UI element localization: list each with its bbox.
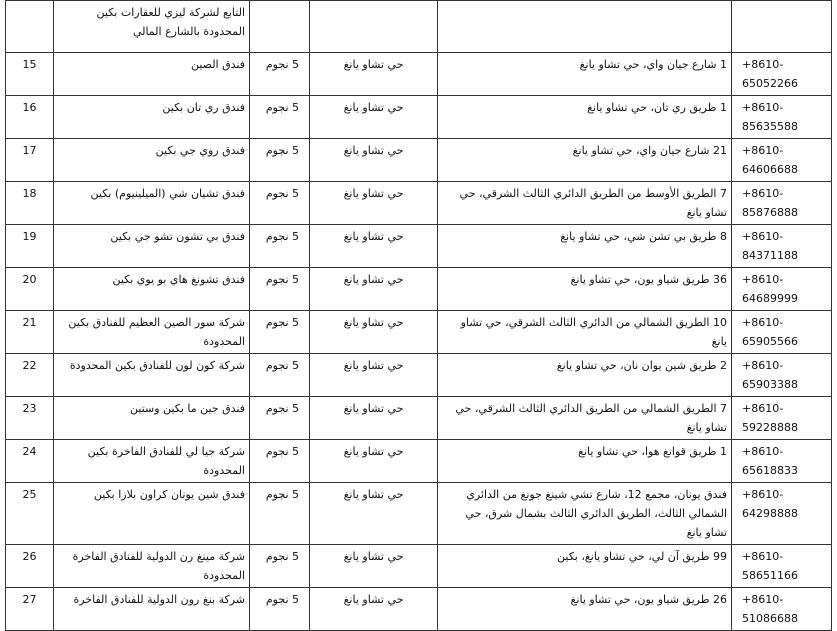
row-number-cell: 23	[6, 397, 54, 440]
address-cell: 26 طريق شياو يون، حي تشاو يانغ	[438, 588, 732, 631]
address-cell: 10 الطريق الشمالي من الدائري الثالث الشرقي، حي تشاو يانغ	[438, 311, 732, 354]
phone-cell: +8610-65618833	[732, 440, 832, 483]
row-number-cell: 22	[6, 354, 54, 397]
row-number-cell: 24	[6, 440, 54, 483]
table-row	[6, 268, 832, 311]
address-cell	[438, 1, 732, 53]
row-number-cell: 16	[6, 96, 54, 139]
table-row	[6, 588, 832, 631]
address-cell: 8 طريق بي تشن شي، حي تشاو يانغ	[438, 225, 732, 268]
hotel-name-cell: فندق ري تان بكين	[54, 96, 250, 139]
table-row	[6, 311, 832, 354]
address-cell: 1 طريق قوانغ هوا، حي تشاو يانغ	[438, 440, 732, 483]
address-cell: فندق يونان، مجمع 12، شارع تشي شينغ جونغ من الدائري الشمالي الثالث، الطريق الدائري الثالث بشمال شرق، حي تشاو يانغ	[438, 483, 732, 545]
phone-cell: +8610-64298888	[732, 483, 832, 545]
area-cell: حي تشاو يانغ	[310, 268, 438, 311]
address-cell: 21 شارع جيان واي، حي تشاو يانغ	[438, 139, 732, 182]
table-row-continued	[6, 1, 832, 53]
address-cell: 99 طريق آن لي، حي تشاو يانغ، بكين	[438, 545, 732, 588]
table-row	[6, 354, 832, 397]
address-cell: 1 طريق ري تان، حي تشاو يانغ	[438, 96, 732, 139]
address-cell: 1 شارع جيان واي، حي تشاو يانغ	[438, 53, 732, 96]
hotel-name-cell: فندق تشونغ هاي بو يوي بكين	[54, 268, 250, 311]
hotel-name-cell: فندق جين ما بكين وستين	[54, 397, 250, 440]
phone-cell: +8610-85635588	[732, 96, 832, 139]
hotel-name-cell: شركة سور الصين العظيم للفنادق بكين المحدودة	[54, 311, 250, 354]
area-cell: حي تشاو يانغ	[310, 53, 438, 96]
table-row	[6, 53, 832, 96]
hotel-name-cell: فندق تشيان شي (الميلينيوم) بكين	[54, 182, 250, 225]
area-cell: حي تشاو يانغ	[310, 139, 438, 182]
hotel-table-sheet	[5, 0, 831, 631]
hotel-name-cell: فندق بي تشون تشو جي بكين	[54, 225, 250, 268]
row-number-cell: 20	[6, 268, 54, 311]
row-number-cell: 18	[6, 182, 54, 225]
phone-cell	[732, 1, 832, 53]
hotel-name-cell: شركة مينغ رن الدولية للفنادق الفاخرة المحدودة	[54, 545, 250, 588]
stars-cell: 5 نجوم	[250, 354, 310, 397]
phone-cell: +8610-65903388	[732, 354, 832, 397]
row-number-cell: 25	[6, 483, 54, 545]
stars-cell: 5 نجوم	[250, 440, 310, 483]
stars-cell	[250, 1, 310, 53]
address-cell: 7 الطريق الشمالي من الطريق الدائري الثالث الشرقي، حي تشاو يانغ	[438, 397, 732, 440]
table-row	[6, 96, 832, 139]
table-row	[6, 225, 832, 268]
address-cell: 2 طريق شين يوان نان، حي تشاو يانغ	[438, 354, 732, 397]
area-cell	[310, 1, 438, 53]
area-cell: حي تشاو يانغ	[310, 440, 438, 483]
table-row	[6, 182, 832, 225]
area-cell: حي تشاو يانغ	[310, 545, 438, 588]
table-row	[6, 483, 832, 545]
area-cell: حي تشاو يانغ	[310, 182, 438, 225]
hotel-name-cell: شركة جيا لي للفنادق الفاخرة بكين المحدودة	[54, 440, 250, 483]
area-cell: حي تشاو يانغ	[310, 311, 438, 354]
table-row	[6, 545, 832, 588]
area-cell: حي تشاو يانغ	[310, 354, 438, 397]
phone-cell: +8610-64689999	[732, 268, 832, 311]
stars-cell: 5 نجوم	[250, 545, 310, 588]
stars-cell: 5 نجوم	[250, 588, 310, 631]
row-number-cell	[6, 1, 54, 53]
phone-cell: +8610-65905566	[732, 311, 832, 354]
address-cell: 36 طريق شياو يون، حي تشاو يانغ	[438, 268, 732, 311]
stars-cell: 5 نجوم	[250, 139, 310, 182]
hotel-name-cell: شركة بنغ رون الدولية للفنادق الفاخرة	[54, 588, 250, 631]
table-row	[6, 440, 832, 483]
phone-cell: +8610-84371188	[732, 225, 832, 268]
stars-cell: 5 نجوم	[250, 182, 310, 225]
stars-cell: 5 نجوم	[250, 483, 310, 545]
stars-cell: 5 نجوم	[250, 53, 310, 96]
hotel-name-cell: فندق روي جي بكين	[54, 139, 250, 182]
row-number-cell: 17	[6, 139, 54, 182]
phone-cell: +8610-85876888	[732, 182, 832, 225]
hotel-table	[5, 0, 832, 631]
stars-cell: 5 نجوم	[250, 225, 310, 268]
hotel-name-cell: شركة كون لون للفنادق بكين المحدودة	[54, 354, 250, 397]
table-row	[6, 397, 832, 440]
stars-cell: 5 نجوم	[250, 96, 310, 139]
area-cell: حي تشاو يانغ	[310, 483, 438, 545]
hotel-name-cell: التابع لشركة ليزي للعقارات بكين المحدودة بالشارع المالي	[54, 1, 250, 53]
area-cell: حي تشاو يانغ	[310, 225, 438, 268]
hotel-name-cell: فندق شين يونان كراون بلازا بكين	[54, 483, 250, 545]
stars-cell: 5 نجوم	[250, 397, 310, 440]
area-cell: حي تشاو يانغ	[310, 397, 438, 440]
phone-cell: +8610-64606688	[732, 139, 832, 182]
stars-cell: 5 نجوم	[250, 311, 310, 354]
phone-cell: +8610-51086688	[732, 588, 832, 631]
row-number-cell: 27	[6, 588, 54, 631]
stars-cell: 5 نجوم	[250, 268, 310, 311]
row-number-cell: 21	[6, 311, 54, 354]
area-cell: حي تشاو يانغ	[310, 588, 438, 631]
phone-cell: +8610-59228888	[732, 397, 832, 440]
row-number-cell: 19	[6, 225, 54, 268]
row-number-cell: 26	[6, 545, 54, 588]
phone-cell: +8610-65052266	[732, 53, 832, 96]
row-number-cell: 15	[6, 53, 54, 96]
hotel-name-cell: فندق الصين	[54, 53, 250, 96]
table-row	[6, 139, 832, 182]
area-cell: حي تشاو يانغ	[310, 96, 438, 139]
address-cell: 7 الطريق الأوسط من الطريق الدائري الثالث الشرقي، حي تشاو يانغ	[438, 182, 732, 225]
phone-cell: +8610-58651166	[732, 545, 832, 588]
